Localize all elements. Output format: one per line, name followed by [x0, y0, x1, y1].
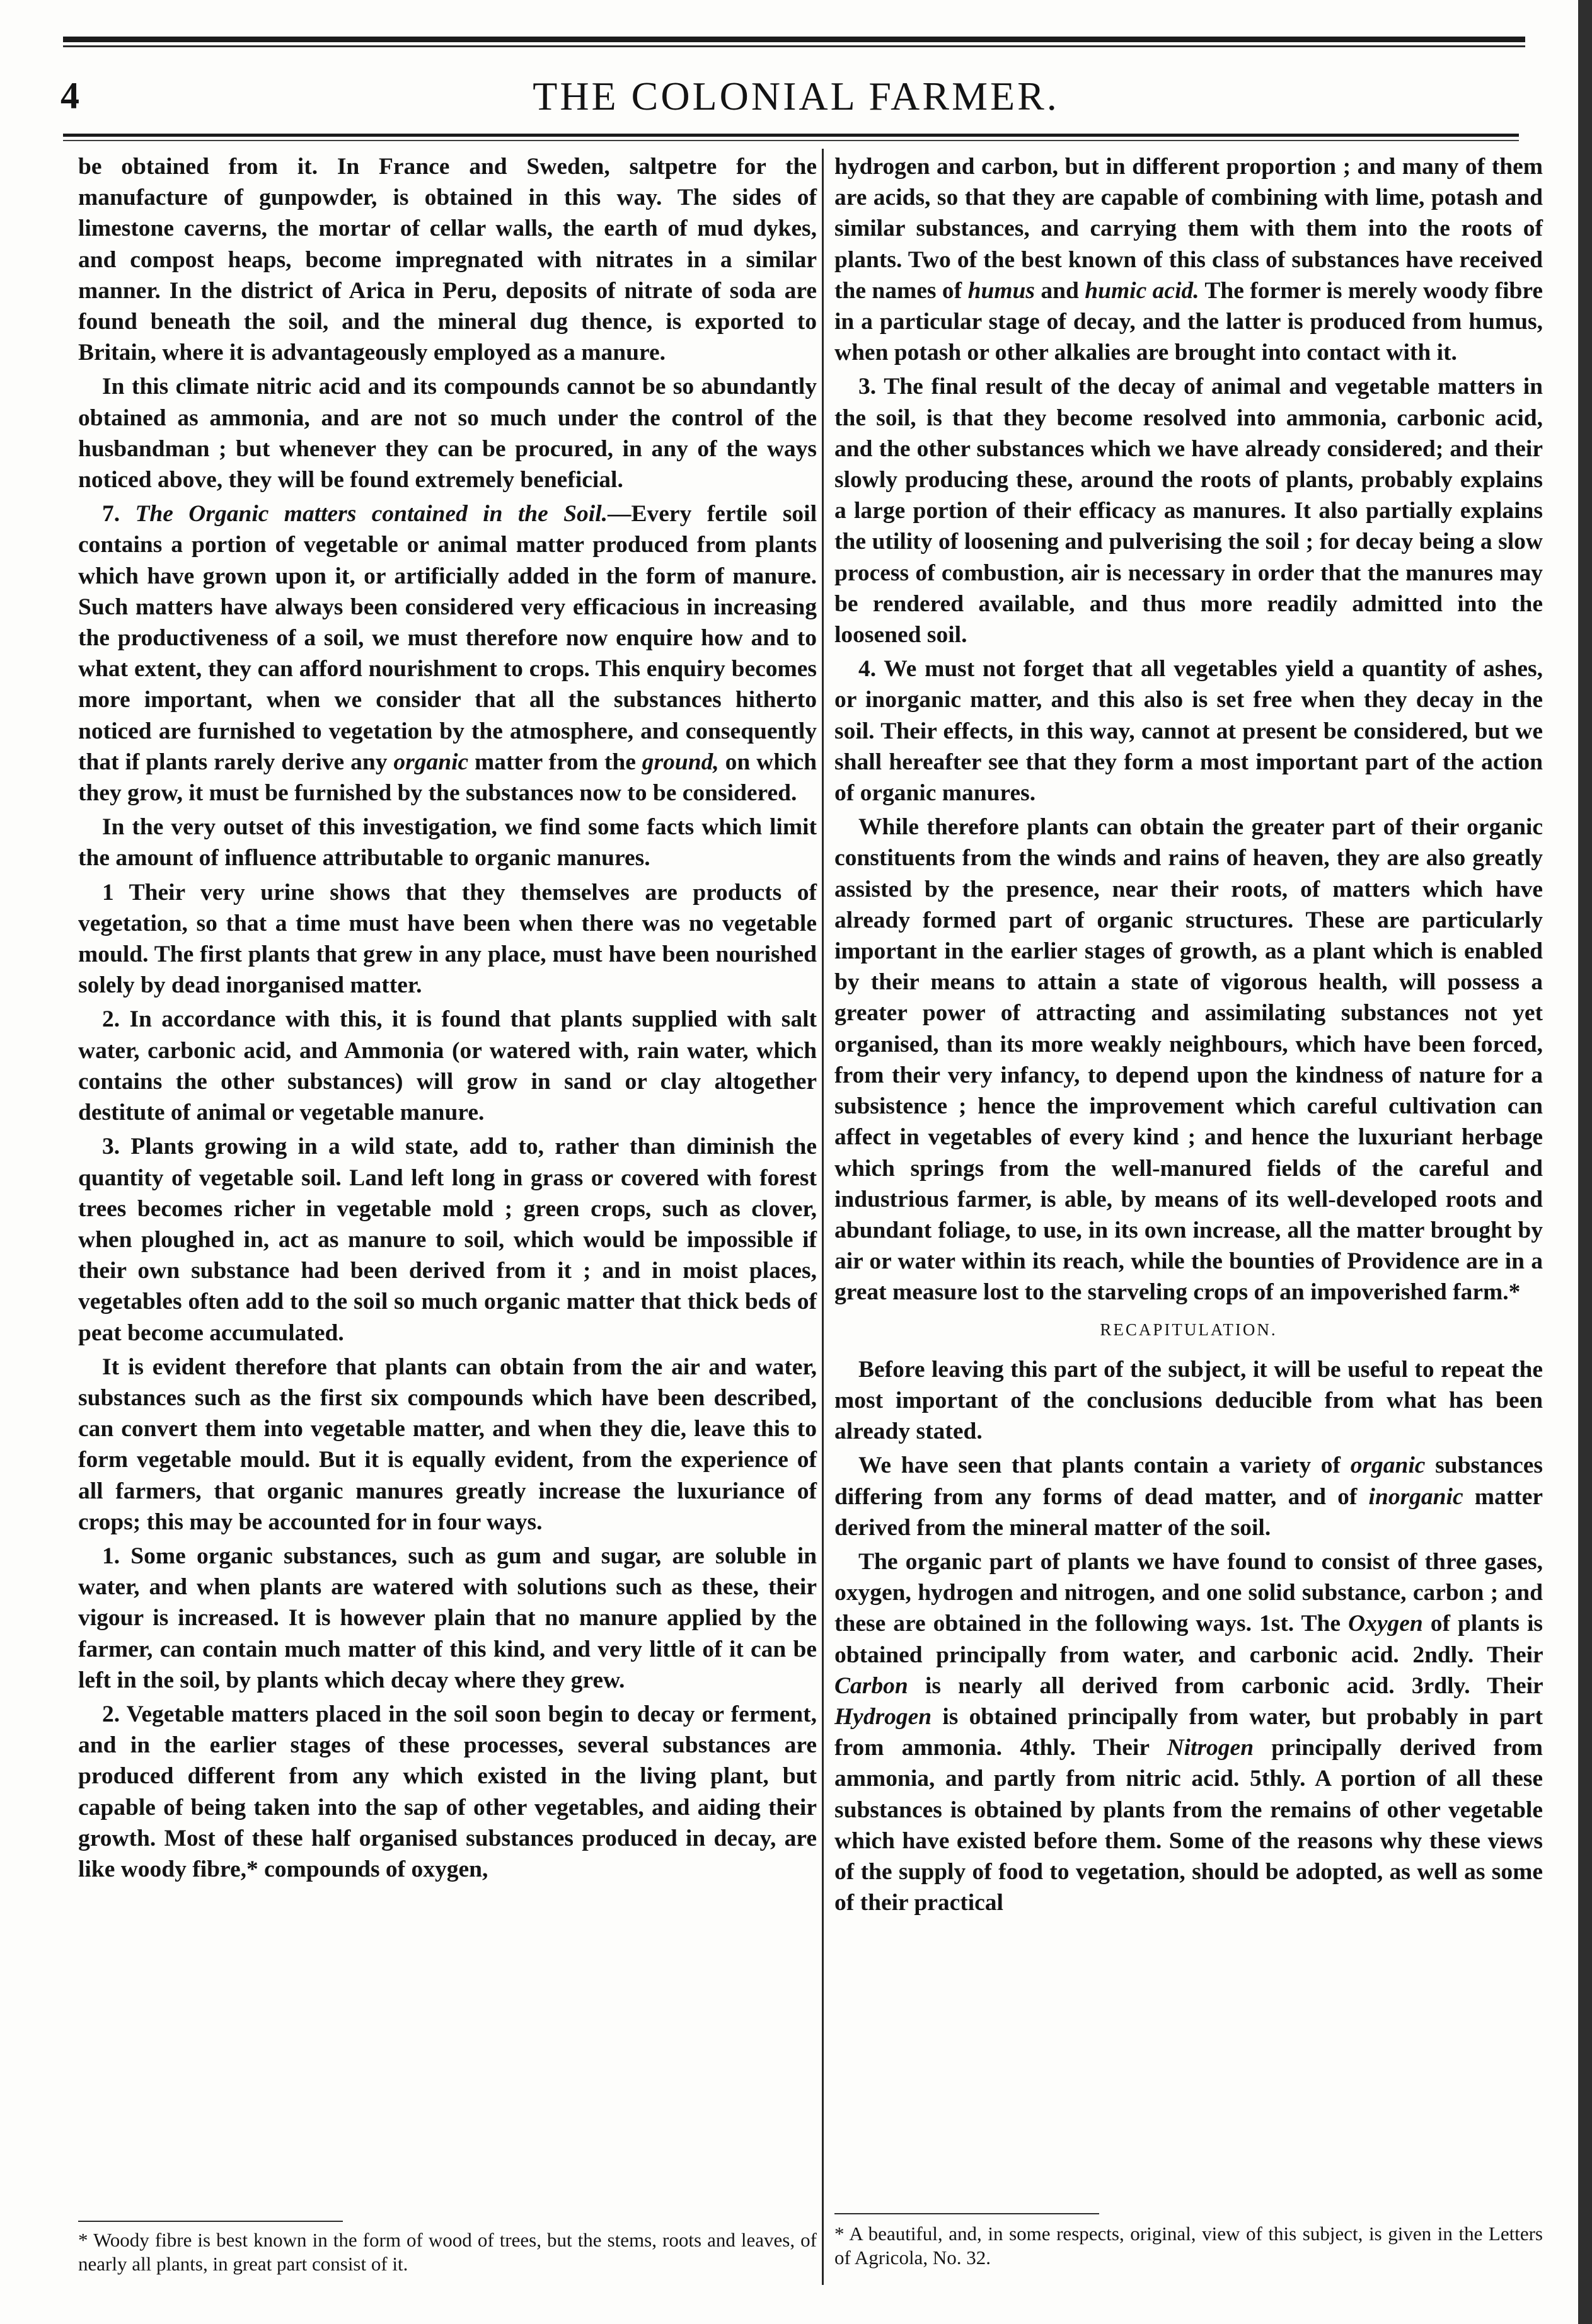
- header-rule: [63, 134, 1519, 137]
- paragraph: 2. In accordance with this, it is found that plants supplied with salt water, carbonic acid, and Ammonia (or watered with, rain water, which contains the other substances) will grow in sand or clay altogether destitute of animal or vegetable manure.: [78, 1006, 817, 1126]
- paragraph: 3. Plants growing in a wild state, add to, rather than diminish the quantity of vegetable soil. Land left long in grass or covered with forest trees becomes richer in vegetable mold ; green crops, such as clover, when ploughed in, act as manure to soil, which would be impossible if their own substance had been derived from it ; and in moist places, vegetables often add to the soil so much organic matter that thick beds of peat become accumulated.: [78, 1134, 817, 1346]
- paragraph: In the very outset of this investigation, we find some facts which limit the amount of influence attributable to organic manures.: [78, 814, 817, 872]
- paragraph: We have seen that plants contain a variety of organic substances differing from any forms of dead matter, and of inorganic matter derived from the mineral matter of the soil.: [834, 1452, 1543, 1541]
- footnote-rule-left: [78, 2221, 343, 2222]
- paragraph: The organic part of plants we have found to consist of three gases, oxygen, hydrogen and nitrogen, and one solid substance, carbon ; and these are obtained in the following ways. 1st. The Oxygen of plants is obtained principally from water, and carbonic acid. 2ndly. Their Carbon is nearly all derived from carbonic acid. 3rdly. Their Hydrogen is obtained principally from water, but probably in part from ammonia. 4thly. Their Nitrogen principally derived from ammonia, and partly from nitric acid. 5thly. A portion of all these substances is obtained by plants from the remains of other vegetable which have existed before them. Some of the reasons why these views of the supply of food to vegetation, should be adopted, as well as some of their practical: [834, 1548, 1543, 1916]
- paragraph: 1. Some organic substances, such as gum and sugar, are soluble in water, and when plants are watered with solutions such as these, their vigour is increased. It is however plain that no manure applied by the farmer, can contain much matter of this kind, and very little of it can be left in the soil, by plants which decay where they grew.: [78, 1543, 817, 1693]
- section-number: 7.: [102, 501, 120, 527]
- paragraph: 4. We must not forget that all vegetables yield a quantity of ashes, or inorganic matter, and this also is set free when they decay in the soil. Their effects, in this way, cannot at present be considered, but we shall hereafter see that they form a most important part of the action of organic manures.: [834, 656, 1543, 807]
- paragraph: hydrogen and carbon, but in different proportion ; and many of them are acids, so that they are capable of combining with lime, potash and similar substances, and carrying them with them into the roots of plants. Two of the best known of this class of substances have received the names of humus and humic acid. The former is merely woody fibre in a particular stage of decay, and the latter is produced from humus, when potash or other alkalies are brought into contact with it.: [834, 154, 1543, 366]
- header-rule-thin: [63, 140, 1519, 141]
- footnote-right: * A beautiful, and, in some respects, original, view of this subject, is given in the Letters of Agricola, No. 32.: [834, 2223, 1543, 2269]
- right-column: [834, 151, 1543, 1921]
- column-divider: [822, 149, 824, 2285]
- footnote-rule-right: [834, 2213, 1099, 2214]
- paragraph: While therefore plants can obtain the greater part of their organic constituents from the winds and rains of heaven, they are also greatly assisted by the presence, near their roots, of matters which have already formed part of organic structures. These are particularly important in the earlier stages of growth, as a plant which is enabled by their means to attain a state of vigorous health, will possess a greater power of attracting and assimilating substances not yet organised, than its more weakly neighbours, which have been forced, from their very infancy, to depend upon the kindness of nature for a subsistence ; hence the improvement which careful cultivation can affect in vegetables of every kind ; and hence the luxuriant herbage which springs from the well-manured fields of the careful and industrious farmer, is able, by means of its well-developed roots and abundant foliage, to use, in its own increase, all the matter brought by air or water within its reach, while the bounties of Providence are in a great measure lost to the starveling crops of an impoverished farm.*: [834, 814, 1543, 1306]
- paragraph: 3. The final result of the decay of animal and vegetable matters in the soil, is that they become resolved into ammonia, carbonic acid, and the other substances which we have already considered; and their slowly producing these, around the roots of plants, probably explains a large portion of their efficacy as manures. It also partially explains the utility of loosening and pulverising the soil ; for decay being a slow process of combustion, air is necessary in order that the manures may be rendered available, and thus more readily admitted into the loosened soil.: [834, 374, 1543, 648]
- paragraph: In this climate nitric acid and its compounds cannot be so abundantly obtained as ammonia, and are not so much under the control of the husbandman ; but whenever they can be procured, in any of the ways noticed above, they will be found extremely beneficial.: [78, 374, 817, 493]
- page-number: 4: [61, 75, 79, 117]
- section-heading: RECAPITULATION.: [1100, 1320, 1278, 1339]
- running-head-title: THE COLONIAL FARMER.: [533, 74, 1059, 118]
- top-border-rule-thin: [63, 45, 1525, 47]
- page-edge-shadow: [1578, 0, 1592, 2324]
- paragraph: It is evident therefore that plants can obtain from the air and water, substances such as the first six compounds which have been described, can convert them into vegetable matter, and when they die, leave this to form vegetable mould. But it is equally evident, from the experience of all farmers, that organic manures greatly increase the luxuriance of crops; this may be accounted for in four ways.: [78, 1354, 817, 1535]
- top-border-rule: [63, 37, 1525, 42]
- paragraph: 2. Vegetable matters placed in the soil soon begin to decay or ferment, and in the earlier stages of these processes, several substances are produced different from any which existed in the living plant, but capable of being taken into the sap of other vegetables, and aiding their growth. Most of these half organised substances produced in decay, are like woody fibre,* compounds of oxygen,: [78, 1701, 817, 1882]
- paragraph: 1 Their very urine shows that they themselves are products of vegetation, so that a time must have been when there was no vegetable mould. The first plants that grew in any place, must have been nourished solely by dead inorganised matter.: [78, 879, 817, 999]
- paragraph: be obtained from it. In France and Sweden, saltpetre for the manufacture of gunpowder, is obtained in this way. The sides of limestone caverns, the mortar of cellar walls, the earth of mud dykes, and compost heaps, become impregnated with nitrates in a similar manner. In the district of Arica in Peru, deposits of nitrate of soda are found beneath the soil, and the mineral dug thence, is exported to Britain, where it is advantageously employed as a manure.: [78, 154, 817, 366]
- footnote-left: * Woody fibre is best known in the form of wood of trees, but the stems, roots and leaves, of nearly all plants, in great part consist of it.: [78, 2229, 817, 2275]
- paragraph: 7. The Organic matters contained in the Soil.—Every fertile soil contains a portion of vegetable or animal matter produced from plants which have grown upon it, or artificially added in the form of manure. Such matters have always been considered very efficacious in increasing the productiveness of a soil, we must therefore now enquire how and to what extent, they can afford nourishment to crops. This enquiry becomes more important, when we consider that all the substances hitherto noticed are furnished to vegetation by the atmosphere, and consequently that if plants rarely derive any organic matter from the ground, on which they grow, it must be furnished by the substances now to be considered.: [78, 501, 817, 807]
- section-title: The Organic matters contained in the Soil.: [135, 501, 608, 527]
- paragraph: Before leaving this part of the subject, it will be useful to repeat the most important of the conclusions deducible from what has been already stated.: [834, 1356, 1543, 1445]
- left-column: [78, 151, 817, 1888]
